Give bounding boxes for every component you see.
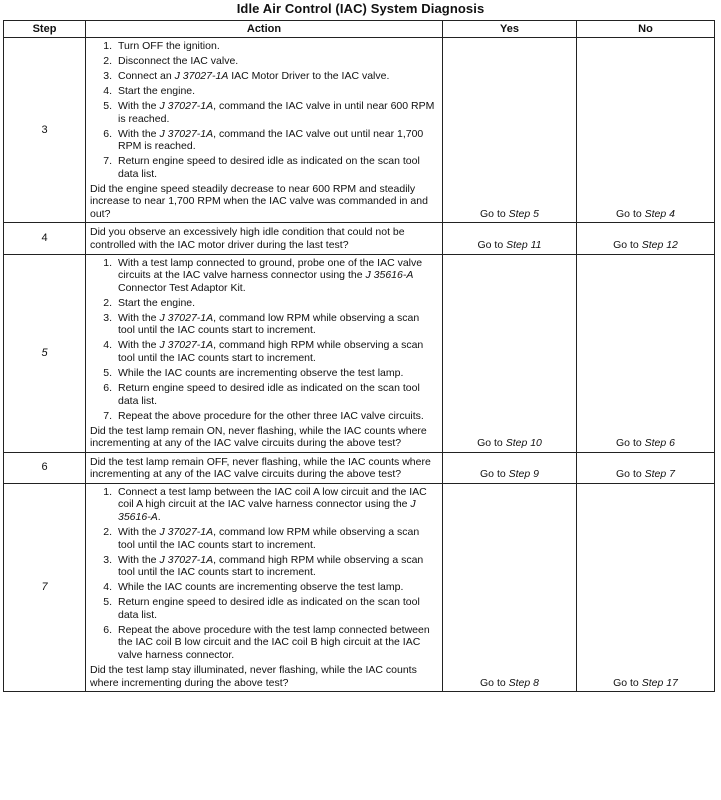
action-steps-list [90,40,438,180]
action-step-number: 4. [103,84,112,97]
yes-result-cell [443,38,577,223]
action-step-number: 2. [103,54,112,67]
no-goto-step-link[interactable]: Step 12 [641,239,678,252]
action-cell [86,254,443,452]
action-step-number: 4. [103,581,112,594]
action-step-number: 3. [103,311,112,324]
action-step [90,382,438,407]
action-step-number: 4. [103,339,112,352]
action-step-number: 5. [103,366,112,379]
yes-goto-prefix: Go to [477,437,503,450]
action-step [90,100,438,125]
action-step-text: Disconnect the IAC valve. [118,54,239,67]
yes-goto-step-link[interactable]: Step 8 [508,676,539,689]
yes-goto-prefix: Go to [477,239,504,252]
action-step-text: With the J 37027-1A, command high RPM while observing a scan tool until the IAC counts start to increment. [118,553,424,579]
action-step [90,55,438,68]
action-step [90,554,438,579]
action-step [90,155,438,180]
no-result-cell [577,38,715,223]
diagnostic-question: Did the test lamp stay illuminated, never flashing, while the IAC counts where incrementing during the above test? [90,663,417,689]
header-row [4,21,715,38]
no-result-cell [577,254,715,452]
yes-goto-step-link[interactable]: Step 11 [506,239,542,252]
action-step [90,70,438,83]
action-step-text: With a test lamp connected to ground, probe one of the IAC valve circuits at the IAC valve harness connector using the J 35616-A Connector Test Adaptor Kit. [118,256,423,294]
action-cell [86,483,443,691]
no-goto-prefix: Go to [613,676,639,689]
yes-result-cell [443,223,577,254]
action-step-text: While the IAC counts are incrementing observe the test lamp. [118,581,404,594]
step-number: 6 [4,452,86,483]
action-step-text: With the J 37027-1A, command high RPM while observing a scan tool until the IAC counts start to increment. [118,339,424,364]
action-step [90,596,438,621]
action-steps-list [90,486,438,662]
action-step [90,312,438,337]
action-step-text: While the IAC counts are incrementing observe the test lamp. [118,366,404,379]
action-step [90,85,438,98]
yes-goto-prefix: Go to [480,207,506,220]
no-goto-prefix: Go to [616,468,642,481]
action-step [90,486,438,524]
action-step [90,339,438,364]
action-step-text: With the J 37027-1A, command low RPM while observing a scan tool until the IAC counts start to increment. [118,526,420,551]
action-step [90,410,438,423]
action-step-number: 6. [103,381,112,394]
diagnostic-question: Did the test lamp remain ON, never flashing, while the IAC counts where incrementing at any of the IAC valve circuits during the above test? [90,424,427,450]
no-goto-step-link[interactable]: Step 4 [644,207,675,220]
table-row [4,223,715,254]
action-step-text: Start the engine. [118,84,196,97]
yes-goto-step-link[interactable]: Step 5 [508,207,539,220]
table-row [4,38,715,223]
action-step-number: 5. [103,99,112,112]
yes-goto-prefix: Go to [480,468,506,481]
action-step [90,128,438,153]
no-goto-prefix: Go to [616,207,642,220]
diagnosis-table [3,20,715,692]
action-step [90,257,438,295]
action-step-number: 3. [103,553,112,566]
action-step [90,624,438,662]
no-result-cell [577,223,715,254]
action-step-number: 7. [103,155,112,168]
action-step-text: With the J 37027-1A, command the IAC valve out until near 1,700 RPM is reached. [118,127,424,153]
header-action: Action [86,21,443,38]
action-step-number: 2. [103,526,112,539]
action-step-number: 1. [103,485,112,498]
action-step-text: Repeat the above procedure for the other three IAC valve circuits. [118,409,424,422]
no-goto-step-link[interactable]: Step 17 [641,676,678,689]
action-steps-list [90,257,438,422]
no-goto-step-link[interactable]: Step 7 [644,468,675,481]
no-result-cell [577,483,715,691]
action-cell [86,38,443,223]
action-step-text: Return engine speed to desired idle as indicated on the scan tool data list. [118,381,420,407]
action-step-number: 6. [103,623,112,636]
action-step [90,40,438,53]
action-step-text: Return engine speed to desired idle as indicated on the scan tool data list. [118,596,420,621]
action-step-number: 7. [103,409,112,422]
table-row [4,483,715,691]
no-goto-prefix: Go to [613,239,639,252]
yes-goto-step-link[interactable]: Step 10 [505,437,542,450]
action-step-number: 1. [103,40,112,52]
page-title: Idle Air Control (IAC) System Diagnosis [236,1,485,16]
table-row [4,452,715,483]
action-step-text: Connect an J 37027-1A IAC Motor Driver to the IAC valve. [118,69,390,82]
step-number: 3 [4,38,86,223]
yes-goto-prefix: Go to [480,676,506,689]
action-step [90,367,438,380]
no-result-cell [577,452,715,483]
action-step-text: Connect a test lamp between the IAC coil A low circuit and the IAC coil A high circuit at the IAC valve harness connector using the J 35616-A. [118,485,427,524]
action-cell [86,223,443,254]
action-step-number: 6. [103,127,112,140]
action-step-text: Repeat the above procedure with the test lamp connected between the IAC coil B low circuit and the IAC coil B high circuit at the IAC valve harness connector. [118,623,430,661]
action-step-number: 5. [103,596,112,609]
step-number: 5 [4,254,86,452]
action-step-number: 2. [103,296,112,309]
action-step-text: Start the engine. [118,296,196,309]
no-goto-step-link[interactable]: Step 6 [644,437,675,450]
header-no: No [577,21,715,38]
diagnostic-question: Did the engine speed steadily decrease to near 600 RPM and steadily increase to near 1,700 RPM when the IAC valve was commanded in and out? [90,182,428,220]
step-number: 7 [4,483,86,691]
header-step: Step [4,21,86,38]
no-goto-prefix: Go to [616,437,642,450]
diagnostic-question: Did you observe an excessively high idle condition that could not be controlled with the IAC motor driver during the last test? [90,226,405,252]
action-step-number: 1. [103,256,112,269]
action-step-text: With the J 37027-1A, command low RPM while observing a scan tool until the IAC counts start to increment. [118,311,420,337]
action-step-text: With the J 37027-1A, command the IAC valve in until near 600 RPM is reached. [118,99,435,125]
yes-result-cell [443,254,577,452]
action-step [90,297,438,310]
action-cell [86,452,443,483]
table-row [4,254,715,452]
yes-result-cell [443,452,577,483]
action-step-number: 3. [103,69,112,82]
header-yes: Yes [443,21,577,38]
action-step-text: Turn OFF the ignition. [118,40,220,52]
action-step [90,581,438,594]
yes-goto-step-link[interactable]: Step 9 [508,468,539,481]
action-step [90,526,438,551]
diagnostic-question: Did the test lamp remain OFF, never flashing, while the IAC counts where incrementing at any of the IAC valve circuits during the above test? [90,455,431,481]
yes-result-cell [443,483,577,691]
action-step-text: Return engine speed to desired idle as indicated on the scan tool data list. [118,155,420,180]
step-number: 4 [4,223,86,254]
